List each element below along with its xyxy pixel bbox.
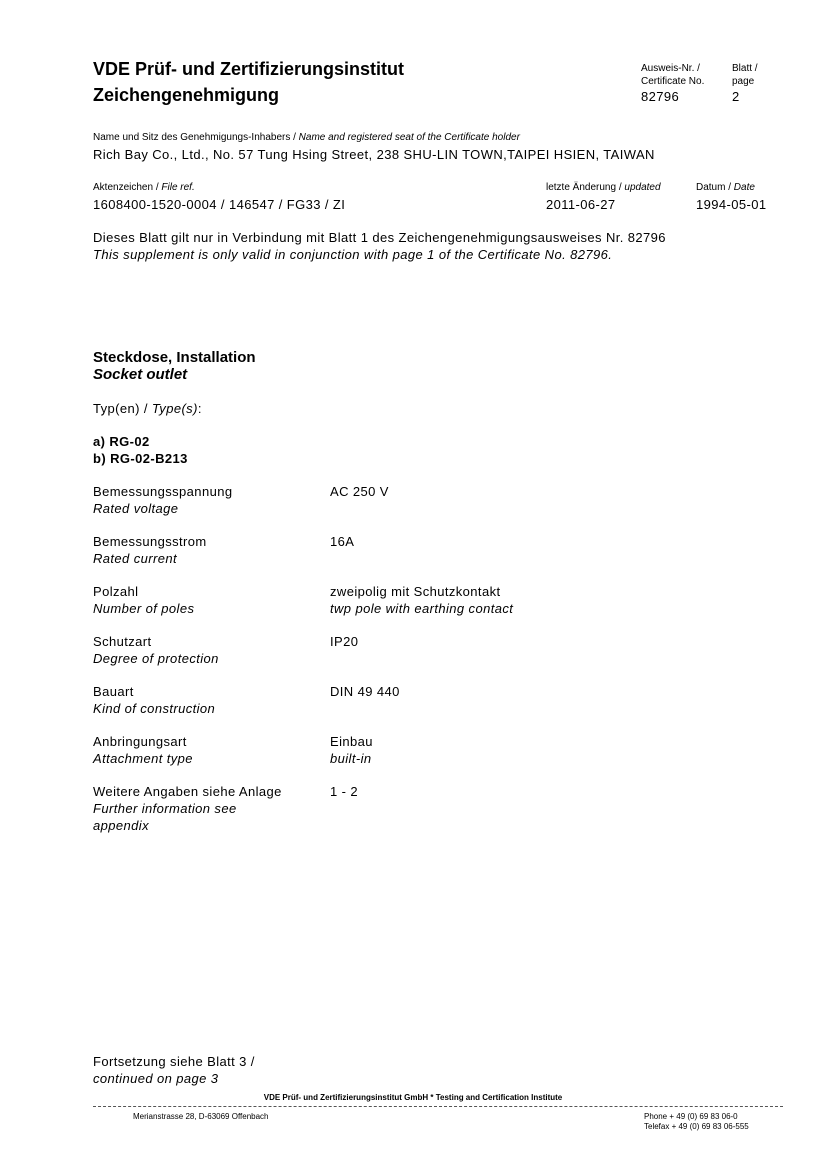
spec-label-en: Kind of construction [93,701,216,716]
holder-label-en: Name and registered seat of the Certificate holder [298,132,520,143]
types-label-colon: : [197,401,202,416]
spec-label-de: Weitere Angaben siehe Anlage [93,784,282,799]
footer-divider [93,1106,783,1107]
spec-label-de: Bemessungsspannung [93,484,233,499]
holder-value: Rich Bay Co., Ltd., No. 57 Tung Hsing Street, 238 SHU-LIN TOWN,TAIPEI HSIEN, TAIWAN [93,147,655,162]
date-label [696,182,755,193]
spec-label-de: Bemessungsstrom [93,534,207,549]
spec-label-en: Degree of protection [93,651,219,666]
spec-value-de: IP20 [330,634,359,649]
validity-de: Dieses Blatt gilt nur in Verbindung mit Blatt 1 des Zeichengenehmigungsausweises Nr. 82796 [93,230,666,245]
file-ref-label [93,182,195,193]
file-ref-value: 1608400-1520-0004 / 146547 / FG33 / ZI [93,197,346,212]
footer-phone: Phone + 49 (0) 69 83 06-0 [644,1112,738,1121]
spec-label-en: Rated voltage [93,501,179,516]
spec-value-en: built-in [330,751,372,766]
spec-value-de: DIN 49 440 [330,684,400,699]
spec-label-en: Attachment type [93,751,193,766]
spec-value-de: 1 - 2 [330,784,359,799]
updated-value: 2011-06-27 [546,197,616,212]
spec-label-de: Bauart [93,684,134,699]
file-ref-label-en: File ref. [161,182,195,193]
spec-value-de: Einbau [330,734,373,749]
footer-fax: Telefax + 49 (0) 69 83 06-555 [644,1122,749,1131]
spec-label-en: Number of poles [93,601,195,616]
page-label-en: page [732,76,755,87]
footer-company: VDE Prüf- und Zertifizierungsinstitut GmbH * Testing and Certification Institute [263,1093,563,1102]
product-title-de: Steckdose, Installation [93,349,256,366]
updated-label-en: updated [624,182,661,193]
spec-value-de: 16A [330,534,355,549]
product-title-en: Socket outlet [93,366,188,383]
types-label-de: Typ(en) / [93,401,148,416]
file-ref-label-de: Aktenzeichen / [93,182,159,193]
date-label-en: Date [733,182,755,193]
holder-label [93,132,520,143]
certificate-label-en: Certificate No. [641,76,705,87]
validity-en: This supplement is only valid in conjunction with page 1 of the Certificate No. 82796. [93,247,613,262]
certificate-label-de: Ausweis-Nr. / [641,63,700,74]
spec-label-en: Further information see [93,801,237,816]
certificate-number: 82796 [641,89,680,104]
updated-label-de: letzte Änderung / [546,182,622,193]
types-label-en: Type(s) [151,401,198,416]
institute-title: VDE Prüf- und Zertifizierungsinstitut [93,59,404,79]
continuation-en: continued on page 3 [93,1071,219,1086]
document-type: Zeichengenehmigung [93,85,280,105]
types-label [93,401,202,416]
holder-label-de: Name und Sitz des Genehmigungs-Inhabers / [93,132,296,143]
date-label-de: Datum / [696,182,732,193]
type-b: b) RG-02-B213 [93,451,188,466]
spec-label-en-line2: appendix [93,818,149,833]
date-value: 1994-05-01 [696,197,767,212]
spec-label-de: Polzahl [93,584,139,599]
spec-label-de: Schutzart [93,634,152,649]
continuation-de: Fortsetzung siehe Blatt 3 / [93,1054,255,1069]
spec-label-en: Rated current [93,551,177,566]
updated-label [546,182,661,193]
page-number: 2 [732,89,740,104]
spec-label-de: Anbringungsart [93,734,187,749]
footer-address: Merianstrasse 28, D-63069 Offenbach [133,1112,269,1121]
spec-value-de: AC 250 V [330,484,389,499]
type-a: a) RG-02 [93,434,150,449]
spec-value-de: zweipolig mit Schutzkontakt [330,584,501,599]
spec-value-en: twp pole with earthing contact [330,601,514,616]
page-label-de: Blatt / [732,63,758,74]
